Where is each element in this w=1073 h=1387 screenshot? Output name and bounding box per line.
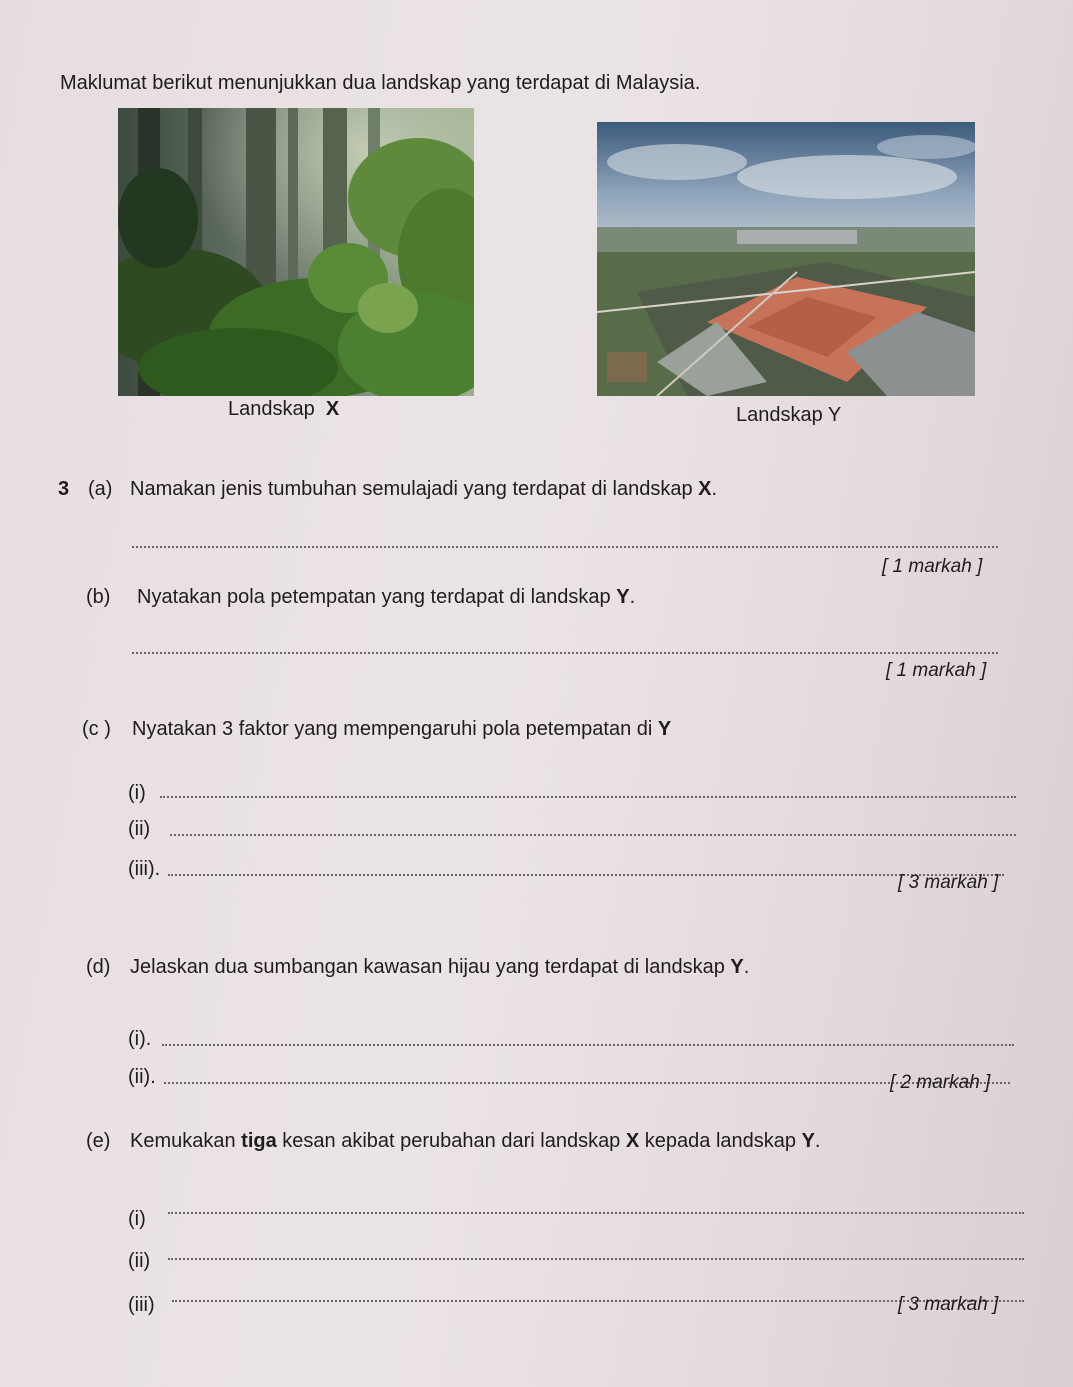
part-e-marks: [ 3 markah ]: [898, 1294, 999, 1315]
landscape-y-caption: Landskap Y: [736, 404, 842, 426]
landscape-x-photo: [118, 108, 474, 396]
part-c-question: Nyatakan 3 faktor yang mempengaruhi pola petempatan di Y: [132, 718, 672, 740]
answer-line-e-ii[interactable]: [168, 1258, 1024, 1260]
answer-line-e-i[interactable]: [168, 1212, 1024, 1214]
part-e-item-iii-label: (iii): [128, 1294, 155, 1316]
intro-text: Maklumat berikut menunjukkan dua landskap yang terdapat di Malaysia.: [60, 72, 701, 94]
part-d-item-i-label: (i).: [128, 1028, 152, 1050]
part-a-label: (a): [88, 478, 113, 500]
landscape-x-caption: Landskap X: [228, 398, 340, 420]
answer-line-a[interactable]: [132, 546, 998, 548]
part-e-label: (e): [86, 1130, 111, 1152]
answer-line-c-iii[interactable]: [168, 874, 1004, 876]
part-d-item-ii-label: (ii).: [128, 1066, 156, 1088]
part-d-marks: [ 2 markah ]: [890, 1072, 991, 1093]
part-c-marks: [ 3 markah ]: [898, 872, 999, 893]
part-a-marks: [ 1 markah ]: [882, 556, 983, 577]
answer-line-d-ii[interactable]: [164, 1082, 1010, 1084]
answer-line-c-i[interactable]: [160, 796, 1016, 798]
question-number: 3: [58, 478, 70, 500]
answer-line-b[interactable]: [132, 652, 998, 654]
part-b-question: Nyatakan pola petempatan yang terdapat di landskap Y.: [137, 586, 636, 608]
answer-line-e-iii[interactable]: [172, 1300, 1024, 1302]
answer-line-d-i[interactable]: [162, 1044, 1014, 1046]
answer-line-c-ii[interactable]: [170, 834, 1016, 836]
part-a-question: Namakan jenis tumbuhan semulajadi yang terdapat di landskap X.: [130, 478, 718, 500]
part-c-item-iii-label: (iii).: [128, 858, 161, 880]
part-e-item-ii-label: (ii): [128, 1250, 151, 1272]
part-e-question: Kemukakan tiga kesan akibat perubahan dari landskap X kepada landskap Y.: [130, 1130, 821, 1152]
landscape-y-photo: [597, 122, 975, 396]
part-d-question: Jelaskan dua sumbangan kawasan hijau yang terdapat di landskap Y.: [130, 956, 750, 978]
part-b-label: (b): [86, 586, 111, 608]
part-e-item-i-label: (i): [128, 1208, 146, 1230]
part-c-label: (c ): [82, 718, 111, 740]
part-d-label: (d): [86, 956, 111, 978]
part-c-item-ii-label: (ii): [128, 818, 151, 840]
part-b-marks: [ 1 markah ]: [886, 660, 987, 681]
part-c-item-i-label: (i): [128, 782, 146, 804]
